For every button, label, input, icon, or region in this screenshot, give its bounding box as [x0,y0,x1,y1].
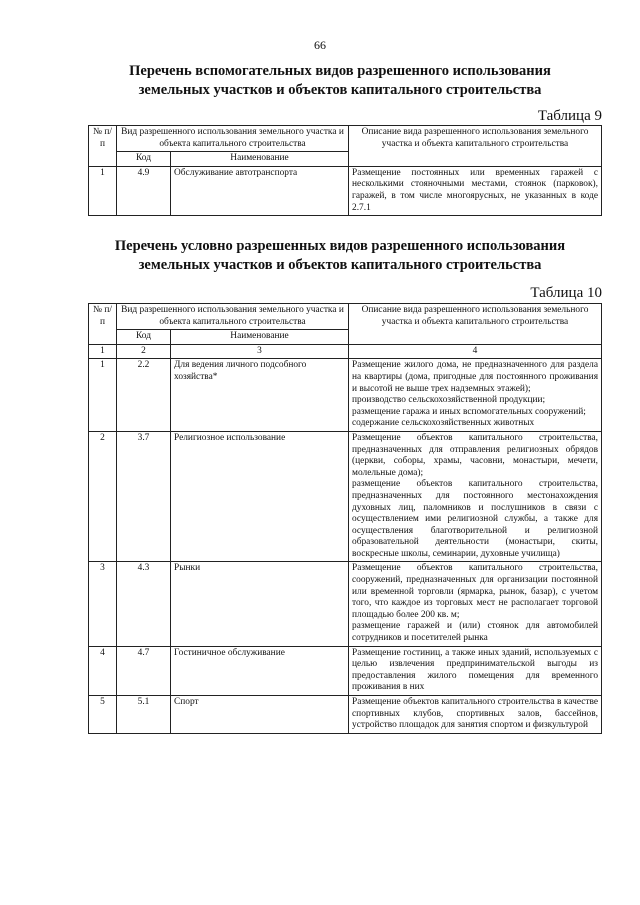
header-name: Наименование [171,330,349,345]
header-name: Наименование [171,152,349,167]
header-desc: Описание вида разрешенного использования земельного участка и объекта капитального строительства [349,126,602,167]
col-number: 2 [117,344,171,359]
header-num: № п/п [89,126,117,167]
page-number: 66 [314,38,326,52]
section1-title-line: земельных участков и объектов капитального строительства [138,82,542,98]
cell-num: 1 [89,166,117,215]
header-kind: Вид разрешенного использования земельного участка и объекта капитального строительства [117,304,349,330]
desc-line: Размещение объектов капитального строительства в качестве спортивных клубов, спортивных залов, бассейнов, устройство площадок для занятия спортом и физкультурой [352,697,599,731]
desc-line: Размещение объектов капитального строительства, сооружений, предназначенных для организации постоянной или временной торговли (ярмарка, рынок, базар), с учетом того, что каждое из торговых мест не располагает торговой площадью более 200 кв. м; [352,563,599,620]
header-kind: Вид разрешенного использования земельного участка и объекта капитального строительства [117,126,349,152]
cell-name: Обслуживание автотранспорта [171,166,349,215]
desc-line: производство сельскохозяйственной продукции; [352,395,546,406]
desc-line: размещение гаражей и (или) стоянок для автомобилей сотрудников и посетителей рынка [352,621,599,644]
col-number: 3 [171,344,349,359]
cell-desc [349,562,602,646]
table-row [89,696,602,734]
desc-line: содержание сельскохозяйственных животных [352,418,535,429]
header-desc: Описание вида разрешенного использования земельного участка и объекта капитального строительства [349,304,602,345]
section1-title [60,62,620,100]
column-number-row [89,344,602,359]
table10-caption: Таблица 10 [530,285,602,301]
section2-title-line: земельных участков и объектов капитального строительства [138,257,542,273]
table-10 [88,303,602,734]
desc-line: размещение объектов капитального строительства, предназначенных для постоянного местонахождения духовных лиц, паломников и послушников в связи с осуществлением ими религиозной службы, а также для осуществления благотворительной и религиозной образовательной деятельности (монастыри, скиты, воскресные школы, семинарии, духовные училища) [352,479,599,559]
cell-desc: Размещение постоянных или временных гаражей с несколькими стояночными местами, стоянок (парковок), гаражей, в том числе многоярусных, не указанных в коде 2.7.1 [349,166,602,215]
table-row [89,646,602,695]
header-num: № п/п [89,304,117,345]
desc-line: Размещение жилого дома, не предназначенного для раздела на квартиры (дома, пригодные для постоянного проживания и высотой не выше трех надземных этажей); [352,360,599,394]
section1-title-line: Перечень вспомогательных видов разрешенного использования [129,63,551,79]
cell-name: Религиозное использование [171,431,349,562]
header-code: Код [117,330,171,345]
cell-desc [349,359,602,432]
table-row [89,166,602,215]
col-number: 4 [349,344,602,359]
cell-code: 4.9 [117,166,171,215]
col-number: 1 [89,344,117,359]
cell-desc [349,431,602,562]
desc-line: Размещение гостиниц, а также иных зданий, используемых с целью извлечения предпринимательской выгоды из предоставления жилого помещения для временного проживания в них [352,647,599,693]
cell-name: Спорт [171,696,349,734]
cell-code: 5.1 [117,696,171,734]
cell-code: 4.3 [117,562,171,646]
cell-num: 1 [89,359,117,432]
desc-line: Размещение объектов капитального строительства, предназначенных для отправления религиозных обрядов (церкви, соборы, храмы, часовни, монастыри, мечети, молельные дома); [352,432,599,478]
section2-title [60,237,620,275]
cell-name: Рынки [171,562,349,646]
cell-code: 4.7 [117,646,171,695]
cell-num: 5 [89,696,117,734]
cell-name: Гостиничное обслуживание [171,646,349,695]
cell-desc [349,646,602,695]
cell-num: 4 [89,646,117,695]
section2-title-line: Перечень условно разрешенных видов разрешенного использования [114,238,566,254]
cell-desc [349,696,602,734]
cell-name: Для ведения личного подсобного хозяйства* [171,359,349,432]
cell-code: 3.7 [117,431,171,562]
table9-caption: Таблица 9 [537,108,602,124]
header-code: Код [117,152,171,167]
cell-code: 2.2 [117,359,171,432]
table-row [89,431,602,562]
cell-num: 3 [89,562,117,646]
table-row [89,359,602,432]
desc-line: размещение гаража и иных вспомогательных сооружений; [352,406,586,417]
cell-num: 2 [89,431,117,562]
table-9 [88,125,602,216]
table-row [89,562,602,646]
